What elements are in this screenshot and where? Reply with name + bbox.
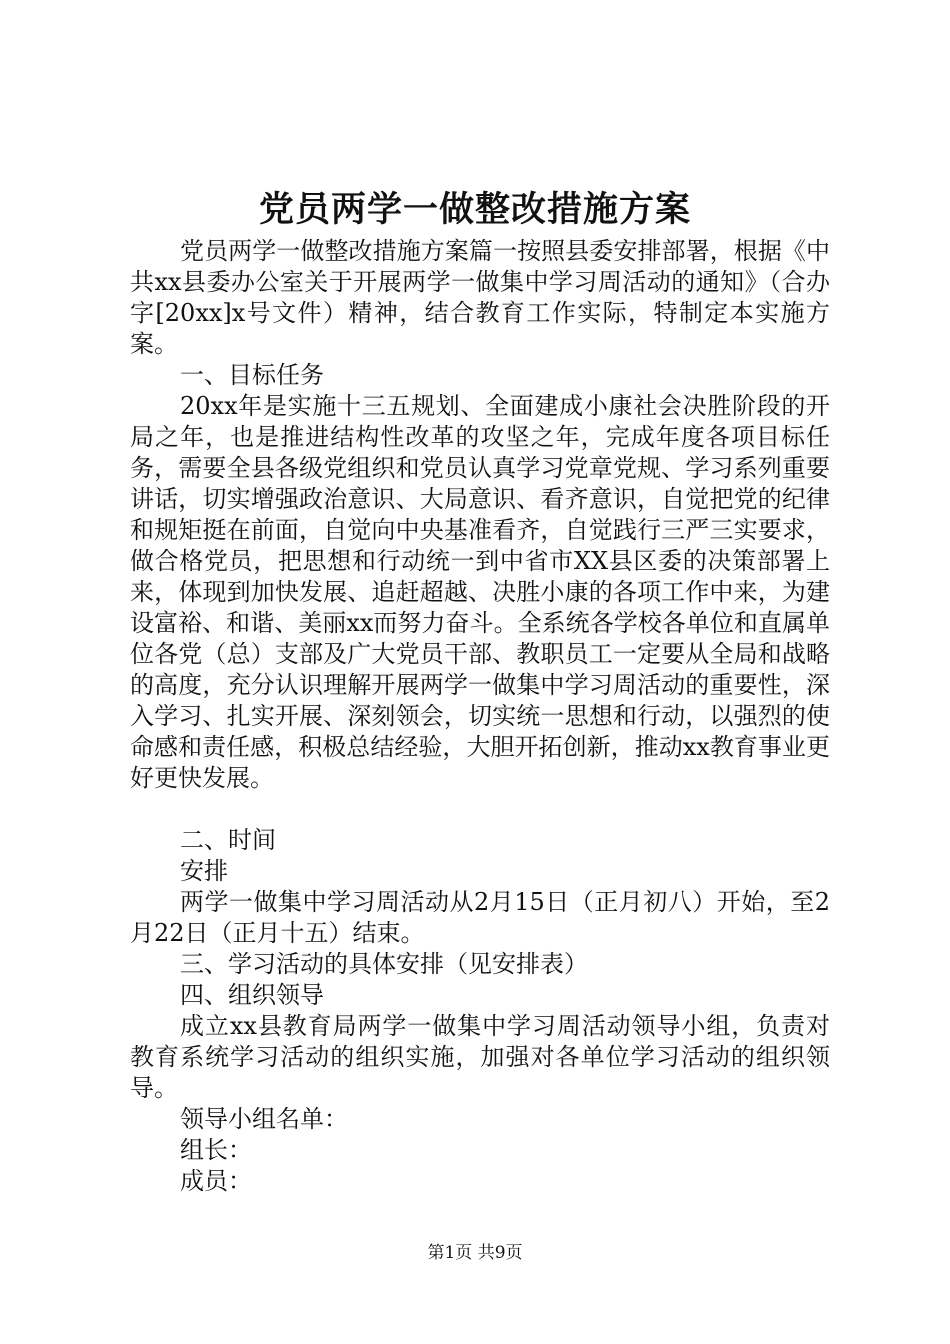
document-title: 党员两学一做整改措施方案 — [258, 189, 691, 230]
group-leader-label: 组长： — [180, 1136, 252, 1164]
time-paragraph: 两学一做集中学习周活动从2月15日（正月初八）开始，至2月22日（正月十五）结束。 — [130, 888, 830, 947]
goals-paragraph: 20xx年是实施十三五规划、全面建成小康社会决胜阶段的开局之年，也是推进结构性改革的攻坚之年，完成年度各项目标任务，需要全县各级党组织和党员认真学习党章党规、学习系列重要讲话，切实增强政治意识、大局意识、看齐意识，自觉把党的纪律和规矩挺在前面，自觉向中央基准看齐，自觉践行三严三实要求，做合格党员，把思想和行动统一到中省市XX县区委的决策部署上来，体现到加快发展、追赶超越、决胜小康的各项工作中来，为建设富裕、和谐、美丽xx而努力奋斗。全系统各学校各单位和直属单位各党（总）支部及广大党员干部、教职员工一定要从全局和战略的高度，充分认识理解开展两学一做集中学习周活动的重要性，深入学习、扎实开展、深刻领会，切实统一思想和行动，以强烈的使命感和责任感，积极总结经验，大胆开拓创新，推动xx教育事业更好更快发展。 — [130, 392, 830, 792]
section-heading-time-arrangement: 安排 — [180, 857, 228, 885]
document-body — [130, 236, 830, 1197]
section-heading-goals: 一、目标任务 — [180, 361, 324, 389]
section-heading-arrangement: 三、学习活动的具体安排（见安排表） — [180, 950, 588, 978]
intro-paragraph: 党员两学一做整改措施方案篇一按照县委安排部署，根据《中共xx县委办公室关于开展两学一做集中学习周活动的通知》（合办字[20xx]x号文件）精神，结合教育工作实际，特制定本实施方案。 — [130, 237, 830, 358]
page-footer: 第1页 共9页 — [427, 1243, 523, 1263]
blank-line — [130, 794, 830, 825]
leadership-paragraph: 成立xx县教育局两学一做集中学习周活动领导小组，负责对教育系统学习活动的组织实施，加强对各单位学习活动的组织领导。 — [130, 1012, 830, 1102]
group-members-label: 成员： — [180, 1167, 252, 1195]
section-heading-leadership: 四、组织领导 — [180, 981, 324, 1009]
section-heading-time: 二、时间 — [180, 826, 276, 854]
leadership-list-title: 领导小组名单： — [180, 1105, 348, 1133]
